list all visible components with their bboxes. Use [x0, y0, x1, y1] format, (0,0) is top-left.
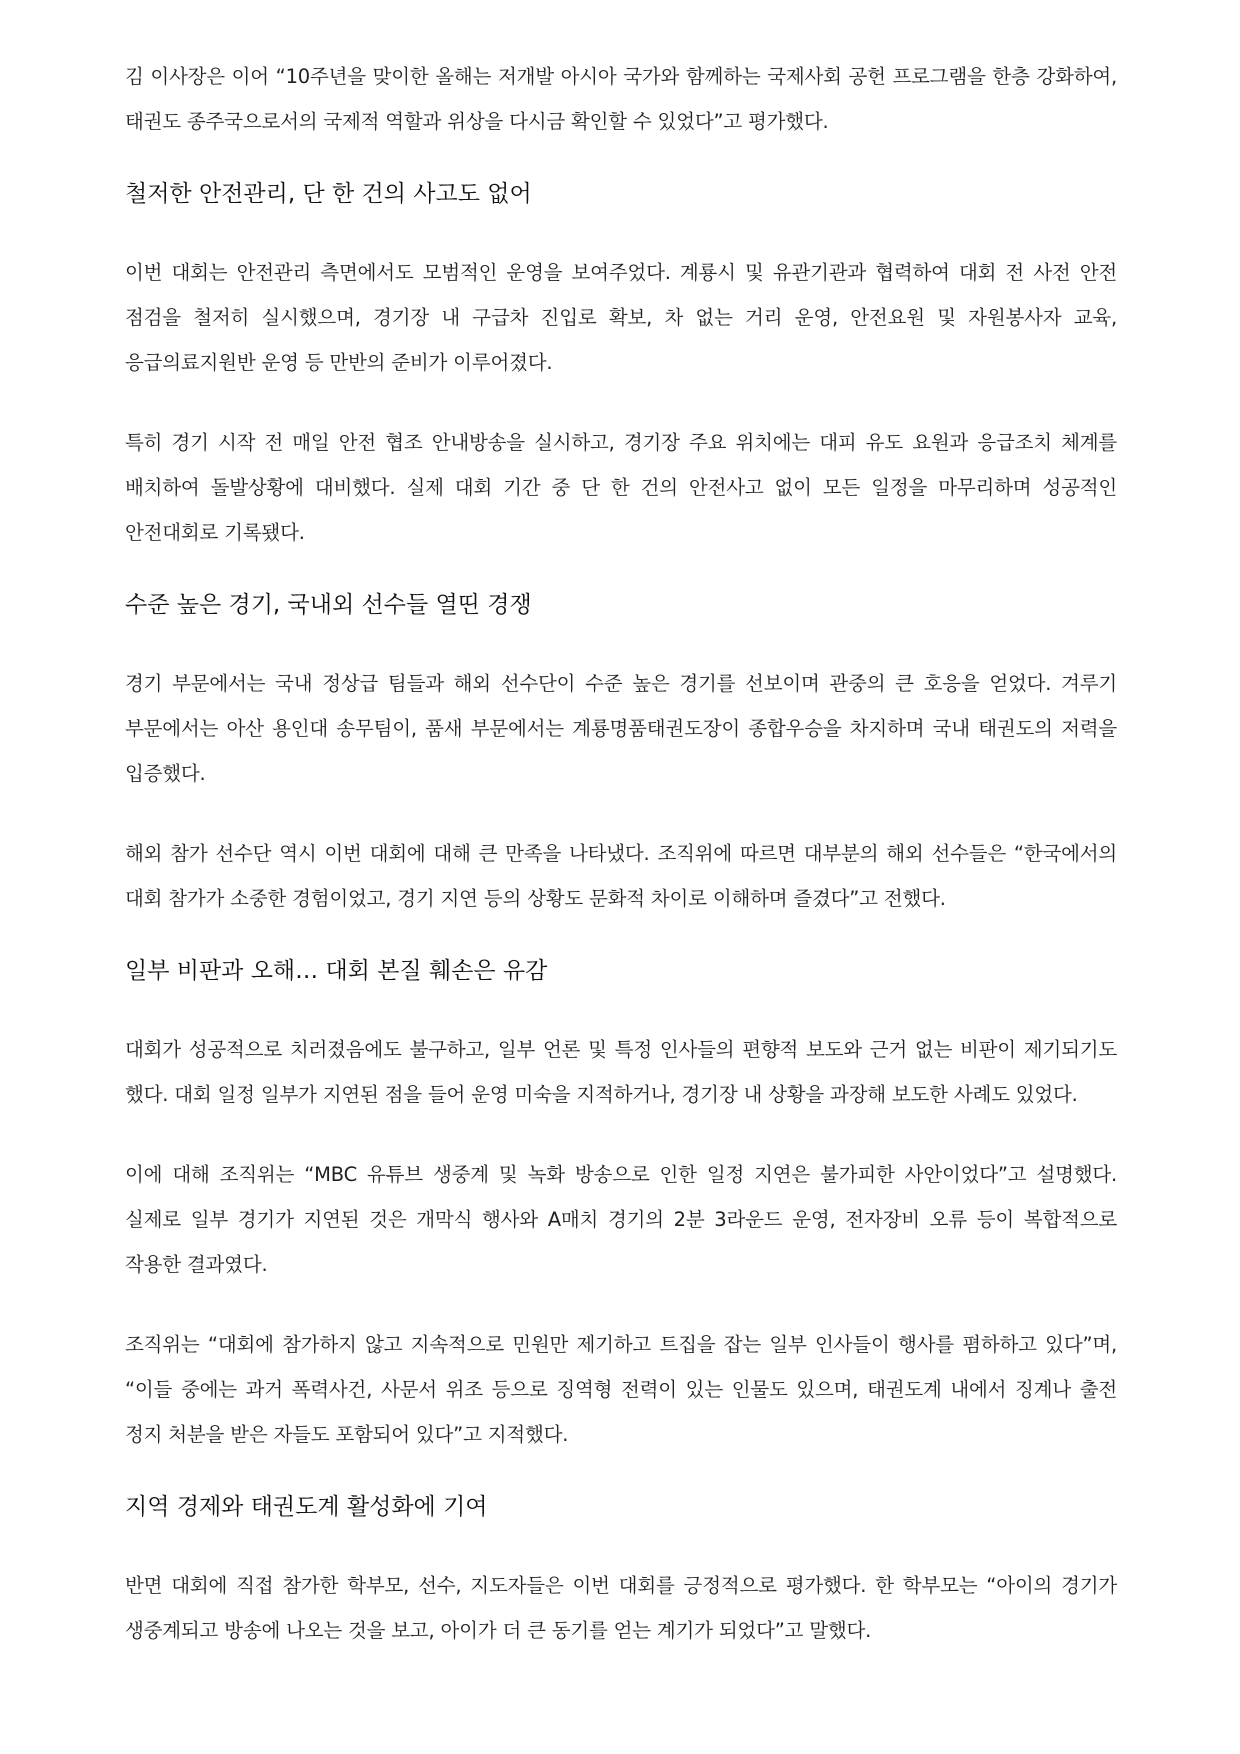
paragraph-delay-explanation: 이에 대해 조직위는 “MBC 유튜브 생중계 및 녹화 방송으로 인한 일정 지연은 불가피한 사안이었다”고 설명했다. 실제로 일부 경기가 지연된 것은 개막식 행사와 A매치 경기의 2분 3라운드 운영, 전자장비 오류 등이 복합적으로 작용한 결과였다. [125, 1163, 1117, 1276]
paragraph-safety-preparation: 이번 대회는 안전관리 측면에서도 모범적인 운영을 보여주었다. 계룡시 및 유관기관과 협력하여 대회 전 사전 안전 점검을 철저히 실시했으며, 경기장 내 구급차 진입로 확보, 차 없는 거리 운영, 안전요원 및 자원봉사자 교육, 응급의료지원반 운영 등 만반의 준비가 이루어졌다. [125, 261, 1117, 374]
paragraph-criticism: 대회가 성공적으로 치러졌음에도 불구하고, 일부 언론 및 특정 인사들의 편향적 보도와 근거 없는 비판이 제기되기도 했다. 대회 일정 일부가 지연된 점을 들어 운영 미숙을 지적하거나, 경기장 내 상황을 과장해 보도한 사례도 있었다. [125, 1038, 1117, 1106]
paragraph-parent-feedback: 반면 대회에 직접 참가한 학부모, 선수, 지도자들은 이번 대회를 긍정적으로 평가했다. 한 학부모는 “아이의 경기가 생중계되고 방송에 나오는 것을 보고, 아이가 더 큰 동기를 얻는 계기가 되었다”고 말했다. [125, 1574, 1117, 1642]
section-heading-competition: 수준 높은 경기, 국내외 선수들 열띤 경쟁 [125, 592, 532, 618]
section-heading-criticism: 일부 비판과 오해… 대회 본질 훼손은 유감 [125, 958, 548, 984]
paragraph-competition-results: 경기 부문에서는 국내 정상급 팀들과 해외 선수단이 수준 높은 경기를 선보이며 관중의 큰 호응을 얻었다. 겨루기 부문에서는 아산 용인대 송무팀이, 품새 부문에서는 계룡명품태권도장이 종합우승을 차지하며 국내 태권도의 저력을 입증했다. [125, 672, 1117, 785]
section-heading-safety: 철저한 안전관리, 단 한 건의 사고도 없어 [125, 181, 532, 207]
article-body [125, 54, 1117, 1653]
paragraph-committee-response: 조직위는 “대회에 참가하지 않고 지속적으로 민원만 제기하고 트집을 잡는 일부 인사들이 행사를 폄하하고 있다”며, “이들 중에는 과거 폭력사건, 사문서 위조 등으로 징역형 전력이 있는 인물도 있으며, 태권도계 내에서 징계나 출전 정지 처분을 받은 자들도 포함되어 있다”고 지적했다. [125, 1333, 1117, 1446]
paragraph-intro-quote: 김 이사장은 이어 “10주년을 맞이한 올해는 저개발 아시아 국가와 함께하는 국제사회 공헌 프로그램을 한층 강화하여, 태권도 종주국으로서의 국제적 역할과 위상을 다시금 확인할 수 있었다”고 평가했다. [125, 65, 1117, 133]
paragraph-overseas-teams: 해외 참가 선수단 역시 이번 대회에 대해 큰 만족을 나타냈다. 조직위에 따르면 대부분의 해외 선수들은 “한국에서의 대회 참가가 소중한 경험이었고, 경기 지연 등의 상황도 문화적 차이로 이해하며 즐겼다”고 전했다. [125, 842, 1117, 910]
section-heading-local-economy: 지역 경제와 태권도계 활성화에 기여 [125, 1494, 488, 1520]
paragraph-safety-record: 특히 경기 시작 전 매일 안전 협조 안내방송을 실시하고, 경기장 주요 위치에는 대피 유도 요원과 응급조치 체계를 배치하여 돌발상황에 대비했다. 실제 대회 기간 중 단 한 건의 안전사고 없이 모든 일정을 마무리하며 성공적인 안전대회로 기록됐다. [125, 431, 1117, 544]
